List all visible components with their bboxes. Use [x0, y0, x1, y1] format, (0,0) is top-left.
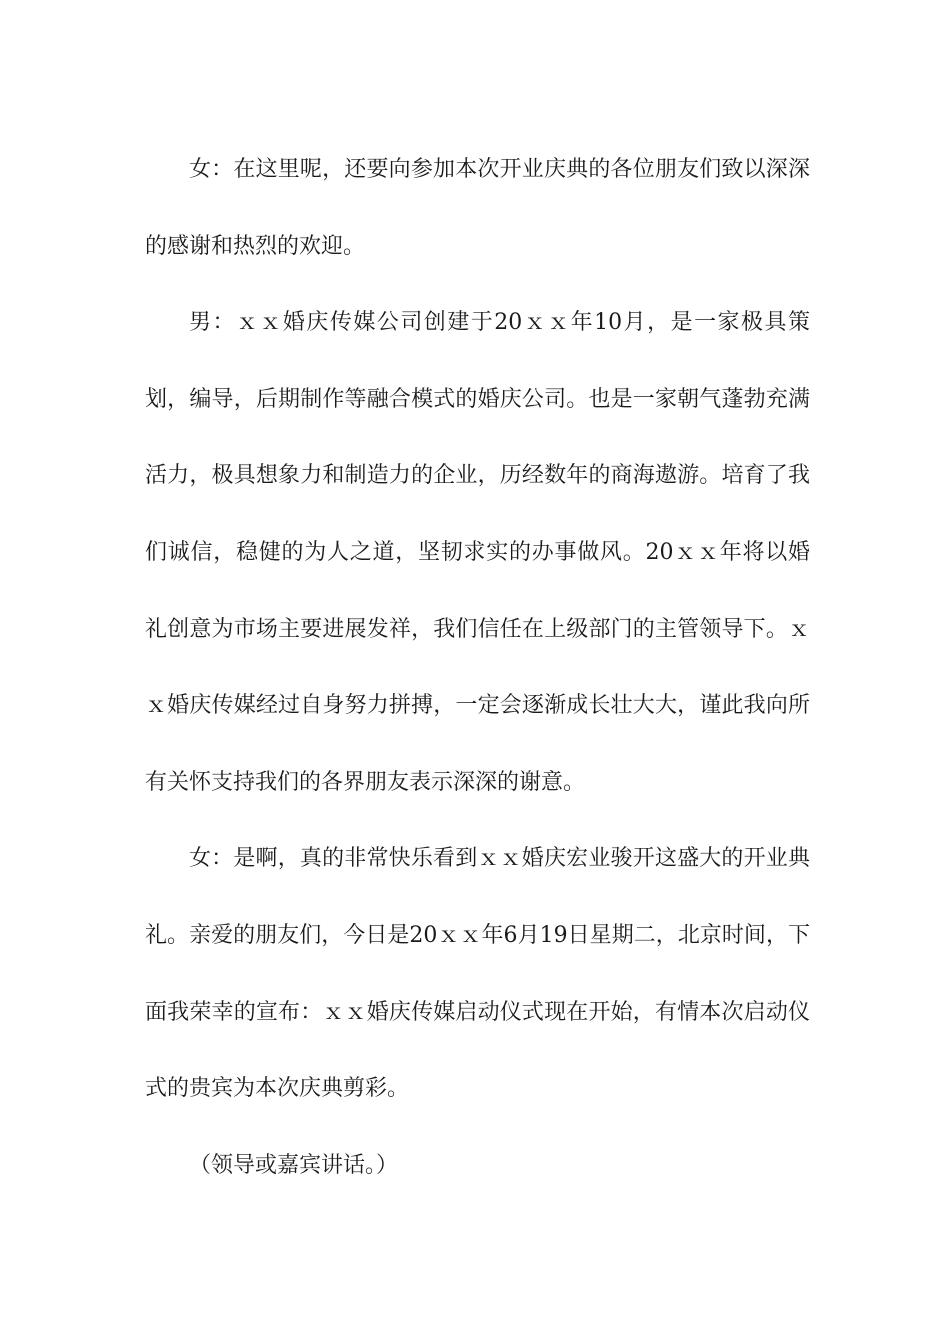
document-body — [145, 132, 810, 1204]
paragraph-male-company-intro: 男：ｘｘ婚庆传媒公司创建于20ｘｘ年10月，是一家极具策划，编导，后期制作等融合模式的婚庆公司。也是一家朝气蓬勃充满活力，极具想象力和制造力的企业，历经数年的商海遨游。培育了我们诚信，稳健的为人之道，坚韧求实的办事做风。20ｘｘ年将以婚礼创意为市场主要进展发祥，我们信任在上级部门的主管领导下。ｘｘ婚庆传媒经过自身努力拼搏，一定会逐渐成长壮大大，谨此我向所有关怀支持我们的各界朋友表示深深的谢意。 — [145, 310, 810, 795]
paragraph-female-announcement: 女：是啊，真的非常快乐看到ｘｘ婚庆宏业骏开这盛大的开业典礼。亲爱的朋友们，今日是20ｘｘ年6月19日星期二，北京时间，下面我荣幸的宣布：ｘｘ婚庆传媒启动仪式现在开始，有情本次启动仪式的贵宾为本次庆典剪彩。 — [145, 846, 810, 1102]
paragraph-speech-note: （领导或嘉宾讲话。） — [189, 1152, 399, 1178]
paragraph-female-thanks: 女：在这里呢，还要向参加本次开业庆典的各位朋友们致以深深的感谢和热烈的欢迎。 — [145, 157, 810, 259]
